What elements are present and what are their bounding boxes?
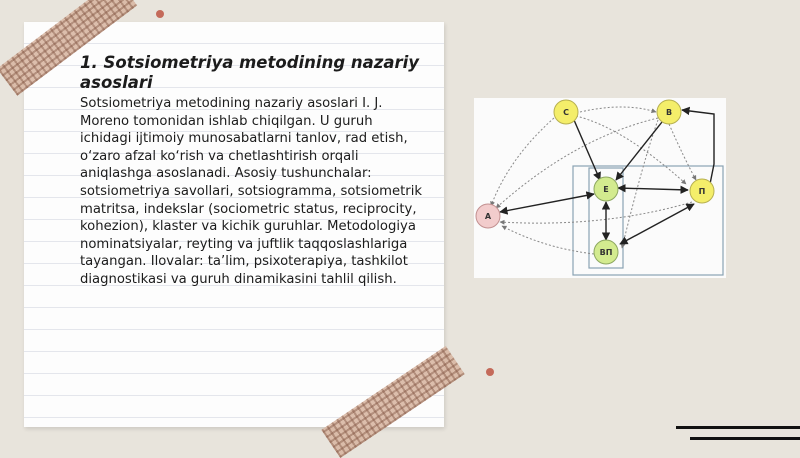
node-e [594, 177, 618, 201]
node-p [690, 179, 714, 203]
edge-e-p [618, 188, 688, 190]
tape-end-dot [156, 10, 164, 18]
decor-line [690, 437, 800, 440]
slide-title: 1. Sotsiometriya metodining nazariy asoslari [80, 53, 420, 92]
edge-vp-p [620, 204, 694, 244]
node-vp-label: ВП [599, 248, 613, 257]
edge-p-b [682, 110, 714, 184]
edge-c-e [574, 120, 600, 180]
edge-e-a [500, 194, 594, 212]
node-e-label: E [603, 185, 609, 194]
tape-end-dot [486, 368, 494, 376]
edge-c-b [580, 107, 656, 112]
edge-vp-a [502, 226, 594, 254]
node-a-label: A [484, 212, 492, 221]
node-c [554, 100, 578, 124]
edge-c-a [491, 118, 554, 206]
sociogram-svg [474, 98, 726, 278]
edge-b-a [496, 118, 658, 208]
node-b-label: B [665, 108, 673, 117]
node-a [476, 204, 500, 228]
node-c-label: C [563, 108, 569, 117]
decor-line [676, 426, 800, 429]
edge-b-e [616, 122, 662, 180]
edge-b-p [669, 124, 696, 180]
slide-body-text: Sotsiometriya metodining nazariy asoslari I. J. Moreno tomonidan ishlab chiqilgan. U guruh ichidagi ijtimoiy munosabatlarni tanlov, rad etish, o‘zaro afzal ko‘rish va chetlashtirish orqali aniqlashga asoslanadi. Asosiy tushunchalar: sotsiometriya savollari, sotsiogramma, sotsiometrik matritsa, indekslar (sociometric status, reciprocity, kohezion), klaster va kichik guruhlar. Metodologiya nominatsiyalar, reyting va juftlik taqqoslashlariga tayangan. Ilovalar: ta’lim, psixoterapiya, tashkilot diagnostikasi va guruh dinamikasini tahlil qilish. [80, 96, 423, 287]
node-p-label: П [698, 187, 706, 196]
node-vp [594, 240, 618, 264]
sociogram-diagram [474, 98, 726, 278]
node-b [657, 100, 681, 124]
